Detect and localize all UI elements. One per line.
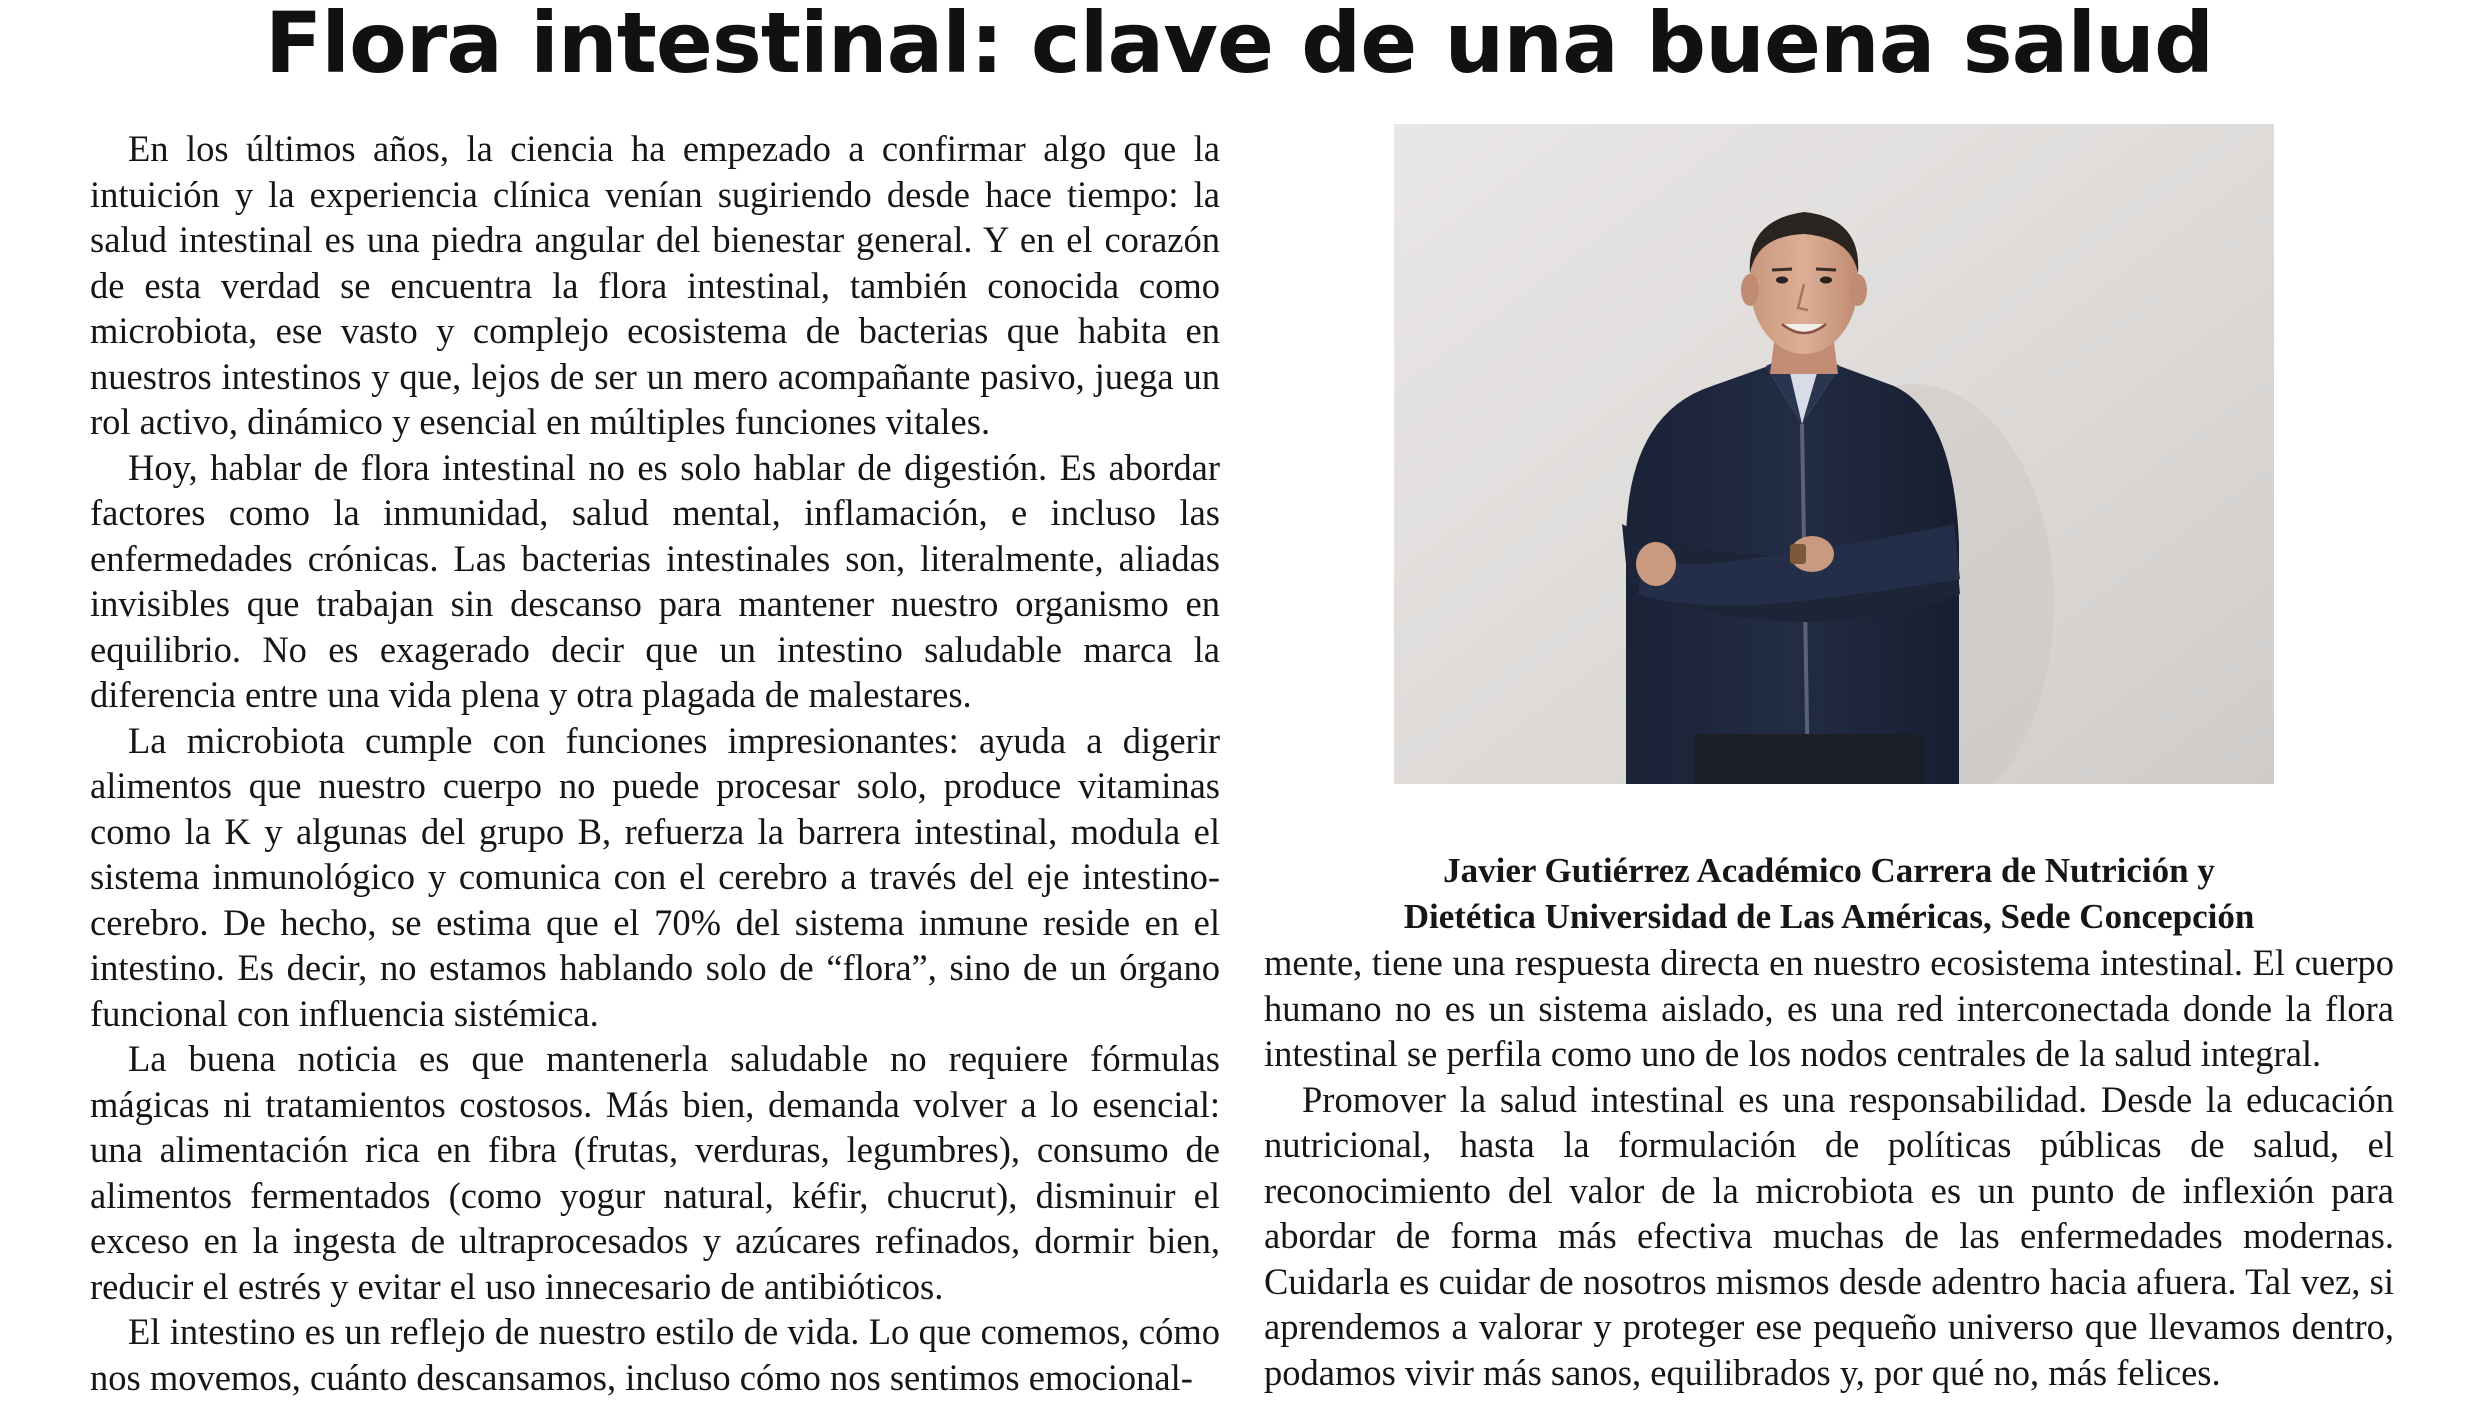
caption-line-2: Dietética Universidad de Las Américas, Sede Concepción [1403,897,2255,936]
paragraph-2: Hoy, hablar de flora intestinal no es solo hablar de digestión. Es abordar factores como la inmunidad, salud mental, inflamación, e incluso las enfermedades crónicas. Las bacterias intestinales son, literalmente, aliadas invisibles que trabajan sin descanso para mantener nuestro organismo en equilibrio. No es exagerado decir que un intestino saludable marca la diferencia entre una vida plena y otra plagada de malestares. [90,446,1220,715]
paragraph-4: La buena noticia es que mantenerla saludable no requiere fórmulas mágicas ni tratamientos costosos. Más bien, demanda volver a lo esencial: una alimentación rica en fibra (frutas, verduras, legumbres), consumo de alimentos fermentados (como yogur natural, kéfir, chucrut), disminuir el exceso en la ingesta de ultraprocesados y azúcares refinados, dormir bien, reducir el estrés y evitar el uso innecesario de antibióticos. [90,1038,1220,1307]
photo-caption [1264,848,2394,940]
author-photo [1394,124,2274,784]
article-left-column [90,126,1220,1400]
paragraph-7: Promover la salud intestinal es una responsabilidad. Desde la educación nutricional, hasta la formulación de políticas públicas de salud, el reconocimiento del valor de la microbiota es un punto de inflexión para abordar de forma más efectiva muchas de las enfermedades modernas. Cuidarla es cuidar de nosotros mismos desde adentro hacia afuera. Tal vez, si aprendemos a valorar y proteger ese pequeño universo que llevamos dentro, podamos vivir más sanos, equilibrados y, por qué no, más felices. [1264,1078,2394,1393]
article-headline: Flora intestinal: clave de una buena salud [264,0,2214,92]
article-right-column [1264,940,2394,1395]
paragraph-3: La microbiota cumple con funciones impresionantes: ayuda a digerir alimentos que nuestro cuerpo no puede procesar solo, produce vitaminas como la K y algunas del grupo B, refuerza la barrera intestinal, modula el sistema inmunológico y comunica con el cerebro a través del eje intestino-cerebro. De hecho, se estima que el 70% del sistema inmune reside en el intestino. Es decir, no estamos hablando solo de “flora”, sino de un órgano funcional con influencia sistémica. [90,719,1220,1034]
paragraph-6: mente, tiene una respuesta directa en nuestro ecosistema intestinal. El cuerpo humano no es un sistema aislado, es una red interconectada donde la flora intestinal se perfila como uno de los nodos centrales de la salud integral. [1264,942,2394,1074]
paragraph-1: En los últimos años, la ciencia ha empezado a confirmar algo que la intuición y la experiencia clínica venían sugiriendo desde hace tiempo: la salud intestinal es una piedra angular del bienestar general. Y en el corazón de esta verdad se encuentra la flora intestinal, también conocida como microbiota, ese vasto y complejo ecosistema de bacterias que habita en nuestros intestinos y que, lejos de ser un mero acompañante pasivo, juega un rol activo, dinámico y esencial en múltiples funciones vitales. [90,128,1220,442]
portrait-illustration [1394,124,2274,784]
paragraph-5: El intestino es un reflejo de nuestro estilo de vida. Lo que comemos, cómo nos movemos, cuánto descansamos, incluso cómo nos sentimos emocional- [90,1311,1220,1398]
caption-line-1: Javier Gutiérrez Académico Carrera de Nutrición y [1443,851,2215,890]
